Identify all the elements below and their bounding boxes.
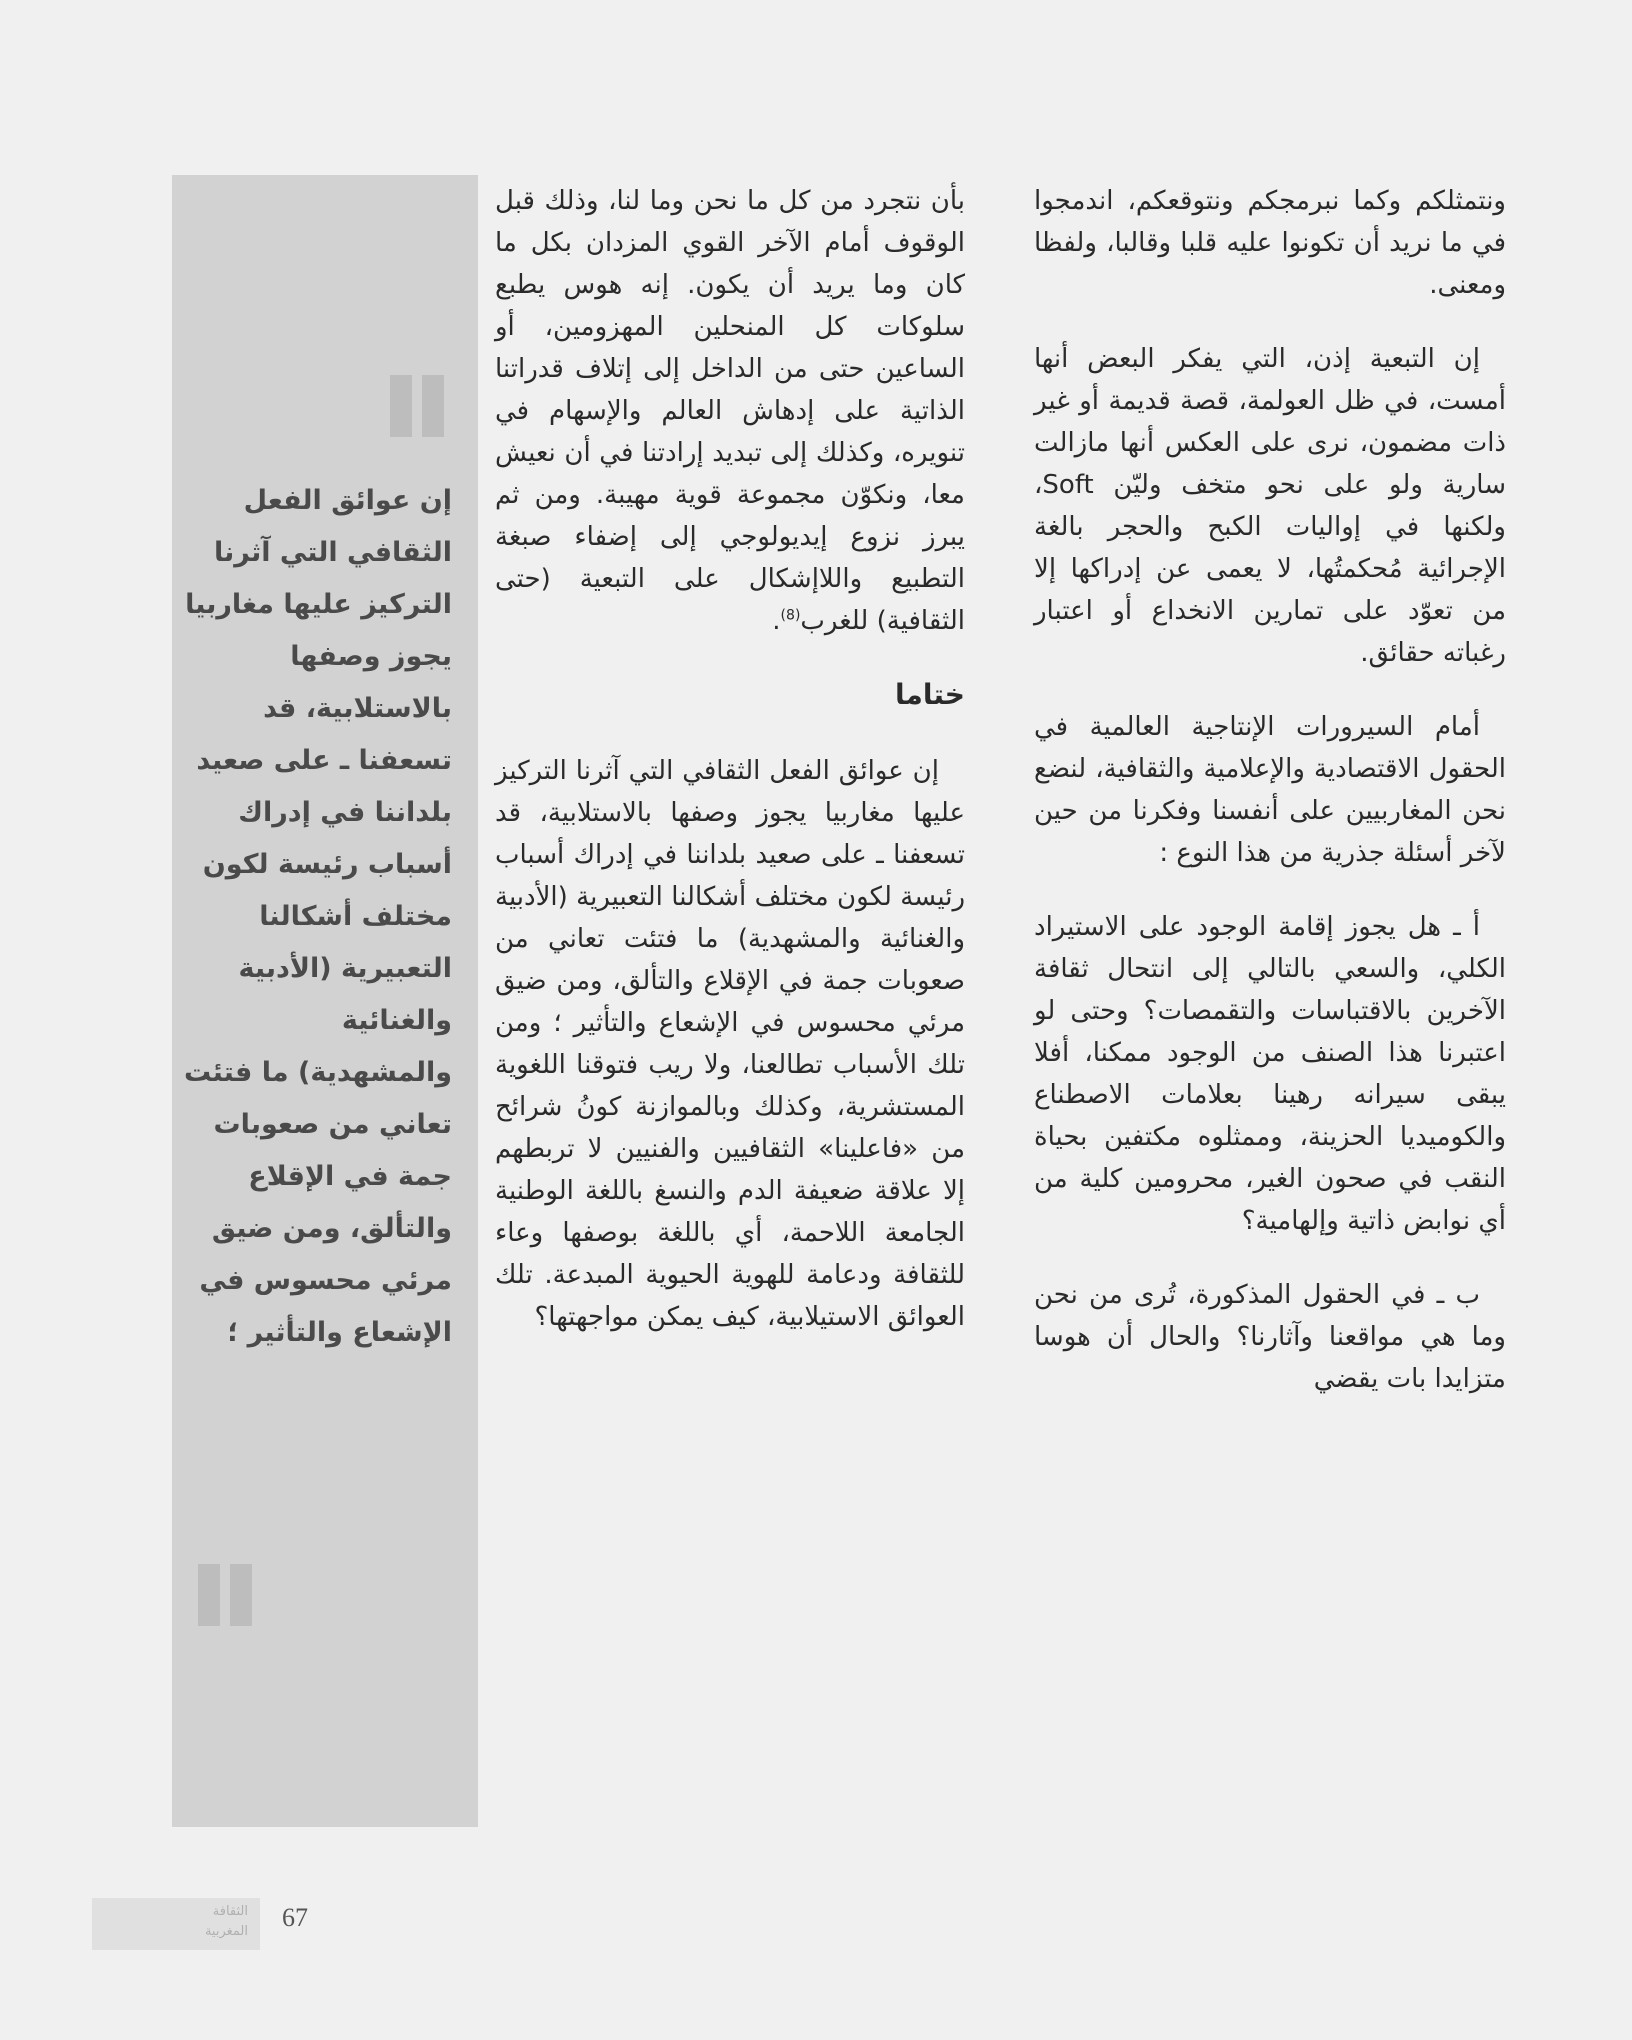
closing-quote-mark-icon xyxy=(198,1564,254,1626)
paragraph: إن عوائق الفعل الثقافي التي آثرنا التركيز عليها مغاربيا يجوز وصفها بالاستلابية، قد تسعفنا ـ على صعيد بلداننا في إدراك أسباب رئيسة لكون مختلف أشكالنا التعبيرية (الأدبية والغنائية والمشهدية) ما فتئت تعاني من صعوبات جمة في الإقلاع والتألق، ومن ضيق مرئي محسوس في الإشعاع والتأثير ؛ ومن تلك الأسباب تطالعنا، ولا ريب فتوقنا اللغوية المستشرية، وكذلك وبالموازنة كونُ شرائح من «فاعلينا» الثقافيين والفنيين لا تربطهم إلا علاقة ضعيفة الدم والنسغ باللغة الوطنية الجامعة اللاحمة، أي باللغة بوصفها وعاء للثقافة ودعامة للهوية الحيوية المبدعة. تلك العوائق الاستيلابية، كيف يمكن مواجهتها؟ xyxy=(495,756,965,1332)
opening-quote-mark-icon xyxy=(390,375,446,437)
footnote-reference: (8) xyxy=(780,607,801,624)
paragraph: إن التبعية إذن، التي يفكر البعض أنها أمست، في ظل العولمة، قصة قديمة أو غير ذات مضمون، نرى على العكس أنها مازالت سارية ولو على نحو متخف وليّن Soft، ولكنها في إواليات الكبح والحجر بالغة الإجرائية مُحكمتُها، لا يعمى عن إدراكها إلا من تعوّد على تمارين الانخداع أو اعتبار رغباته حقائق. xyxy=(1034,344,1506,668)
section-heading: ختاما xyxy=(895,678,965,711)
pull-quote-text: إن عوائق الفعل الثقافي التي آثرنا التركيز عليها مغاربيا يجوز وصفها بالاستلابية، قد تسعفنا ـ على صعيد بلداننا في إدراك أسباب رئيسة لكون مختلف أشكالنا التعبيرية (الأدبية والغنائية والمشهدية) ما فتئت تعاني من صعوبات جمة في الإقلاع والتألق، ومن ضيق مرئي محسوس في الإشعاع والتأثير ؛ xyxy=(184,485,452,1348)
paragraph: ونتمثلكم وكما نبرمجكم ونتوقعكم، اندمجوا في ما نريد أن تكونوا عليه قلبا وقالبا، ولفظا ومعنى. xyxy=(1034,186,1506,300)
paragraph: أمام السيرورات الإنتاجية العالمية في الحقول الاقتصادية والإعلامية والثقافية، لنضع نحن المغاربيين على أنفسنا وفكرنا من حين لآخر أسئلة جذرية من هذا النوع : xyxy=(1034,712,1506,868)
page-number: 67 xyxy=(282,1903,308,1932)
paragraph: أ ـ هل يجوز إقامة الوجود على الاستيراد الكلي، والسعي بالتالي إلى انتحال ثقافة الآخرين بالاقتباسات والتقمصات؟ وحتى لو اعتبرنا هذا الصنف من الوجود ممكنا، أفلا يبقى سيرانه رهينا بعلامات الاصطناع والكوميديا الحزينة، وممثلوه مكتفين بحياة النقب في صحون الغير، محرومين كلية من أي نوابض ذاتية وإلهامية؟ xyxy=(1034,912,1506,1236)
paragraph-with-footnote xyxy=(495,180,965,642)
logo-text: الثقافة المغربية xyxy=(204,1904,248,1939)
pull-quote-sidebar xyxy=(172,175,478,1827)
paragraph-text: بأن نتجرد من كل ما نحن وما لنا، وذلك قبل الوقوف أمام الآخر القوي المزدان بكل ما كان وما يريد أن يكون. إنه هوس يطبع سلوكات كل المنحلين المهزومين، أو الساعين حتى من الداخل إلى إتلاف قدراتنا الذاتية على إدهاش العالم والإسهام في تنويره، وكذلك إلى تبديد إرادتنا في أن نعيش معا، ونكوّن مجموعة قوية مهيبة. ومن ثم يبرز نزوع إيديولوجي إلى إضفاء صبغة التطبيع واللاإشكال على التبعية (حتى الثقافية) للغرب xyxy=(495,186,965,636)
middle-column xyxy=(495,180,965,1370)
magazine-logo xyxy=(92,1898,260,1950)
paragraph: ب ـ في الحقول المذكورة، تُرى من نحن وما هي مواقعنا وآثارنا؟ والحال أن هوسا متزايدا بات يقضي xyxy=(1034,1280,1506,1394)
paragraph-end: . xyxy=(772,606,781,636)
right-column xyxy=(1034,180,1506,1432)
